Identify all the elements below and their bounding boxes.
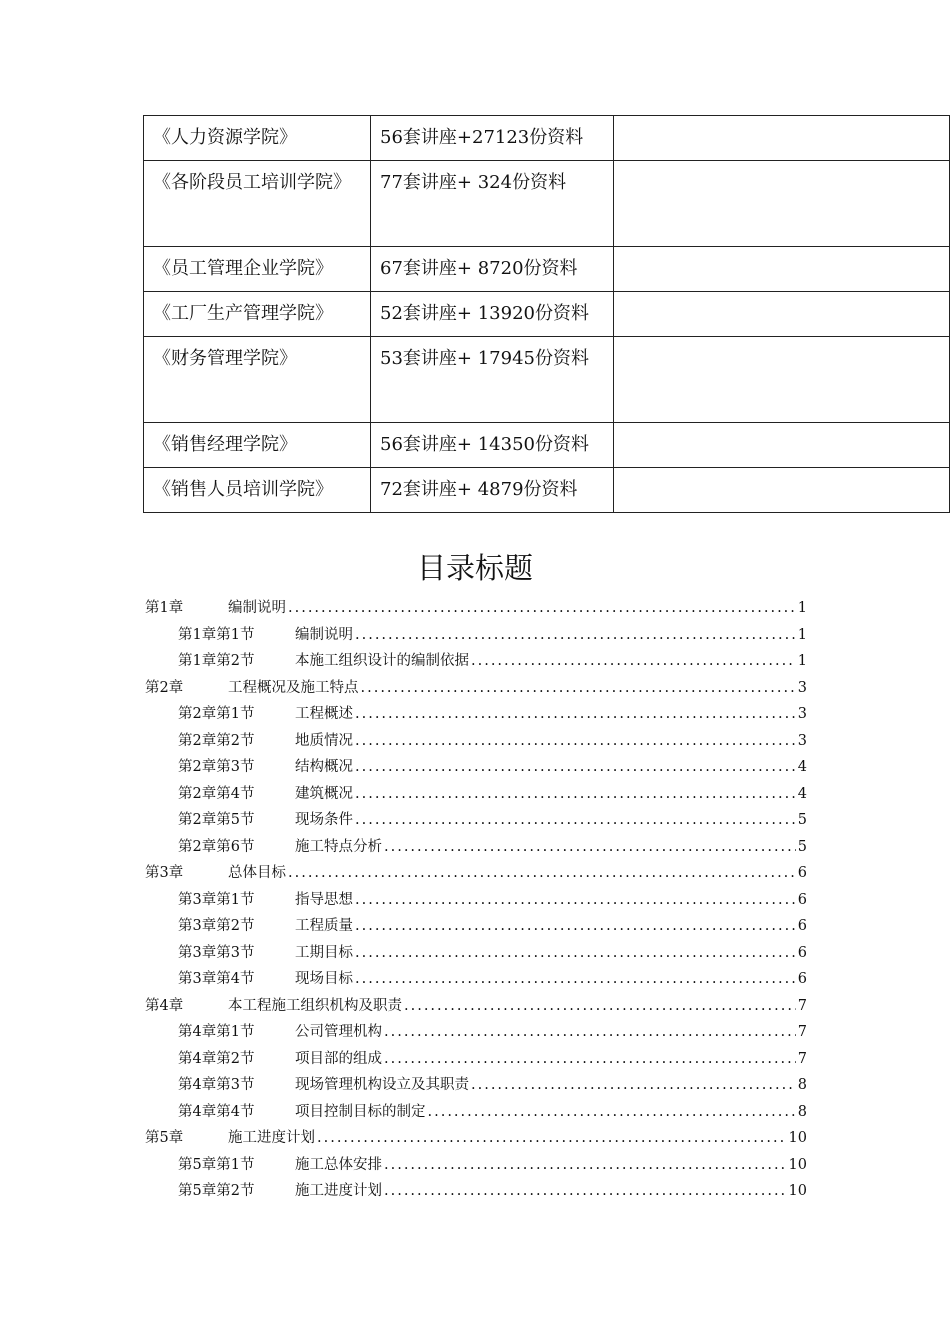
toc-entry-title: 工期目标 <box>295 944 353 961</box>
toc-entry[interactable] <box>145 887 807 914</box>
toc-dot-leader <box>355 728 796 755</box>
toc-entry-number: 第4章第2节 <box>178 1050 255 1067</box>
toc-entry-page: 7 <box>797 1050 807 1067</box>
toc-entry[interactable] <box>145 595 807 622</box>
academy-name-cell: 《财务管理学院》 <box>144 337 371 423</box>
toc-entry-number: 第3章第2节 <box>178 918 255 934</box>
toc-entry-number: 第5章第1节 <box>178 1156 255 1173</box>
toc-entry-title: 项目部的组成 <box>295 1050 382 1067</box>
note-cell <box>614 247 950 292</box>
table-row <box>144 161 950 247</box>
toc-entry-page: 5 <box>797 812 807 828</box>
toc-entry[interactable] <box>145 1125 807 1152</box>
table-row <box>144 423 950 468</box>
table-row <box>144 337 950 423</box>
toc-entry-title: 本工程施工组织机构及职责 <box>228 997 402 1014</box>
materials-table <box>143 115 950 513</box>
toc-dot-leader <box>355 887 796 914</box>
note-cell <box>614 337 950 423</box>
toc-entry-page: 10 <box>788 1156 807 1173</box>
toc-entry-page: 6 <box>797 918 807 934</box>
toc-entry-title: 工程概况及施工特点 <box>228 679 359 696</box>
toc-entry-page: 1 <box>797 653 807 669</box>
academy-name-cell: 《各阶段员工培训学院》 <box>144 161 371 247</box>
toc-dot-leader <box>355 913 796 940</box>
toc-entry-number: 第2章 <box>145 679 184 696</box>
toc-entry-number: 第3章 <box>145 865 184 881</box>
toc-entry-number: 第2章第2节 <box>178 732 255 749</box>
academy-name-cell: 《工厂生产管理学院》 <box>144 292 371 337</box>
toc-entry-title: 编制说明 <box>228 600 286 616</box>
toc-entry-page: 10 <box>788 1130 807 1146</box>
toc-dot-leader <box>355 966 796 993</box>
toc-entry[interactable] <box>145 754 807 781</box>
toc-dot-leader <box>471 648 796 675</box>
toc-entry-title: 现场目标 <box>295 971 353 987</box>
toc-entry-title: 地质情况 <box>295 732 353 749</box>
note-cell <box>614 116 950 161</box>
toc-entry[interactable] <box>145 1072 807 1099</box>
toc-entry-title: 施工特点分析 <box>295 838 382 855</box>
toc-entry[interactable] <box>145 648 807 675</box>
toc-entry[interactable] <box>145 1178 807 1205</box>
academy-name-cell: 《人力资源学院》 <box>144 116 371 161</box>
toc-entry-page: 10 <box>788 1183 807 1199</box>
note-cell <box>614 423 950 468</box>
toc-entry-title: 指导思想 <box>295 891 353 908</box>
note-cell <box>614 161 950 247</box>
toc-entry[interactable] <box>145 675 807 702</box>
toc-dot-leader <box>355 940 796 967</box>
note-cell <box>614 468 950 513</box>
toc-entry-number: 第2章第1节 <box>178 706 255 722</box>
toc-entry-page: 8 <box>797 1103 807 1120</box>
toc-entry-page: 4 <box>797 759 807 775</box>
toc-entry-title: 施工进度计划 <box>228 1130 315 1146</box>
toc-entry-number: 第4章第1节 <box>178 1024 255 1040</box>
toc-entry[interactable] <box>145 1152 807 1179</box>
toc-dot-leader <box>355 701 796 728</box>
toc-entry-page: 3 <box>797 679 807 696</box>
toc-entry-number: 第5章 <box>145 1130 184 1146</box>
toc-entry-number: 第4章第3节 <box>178 1077 255 1093</box>
toc-dot-leader <box>355 781 796 808</box>
toc-entry-page: 3 <box>797 706 807 722</box>
toc-title: 目录标题 <box>416 551 533 585</box>
resources-cell: 56套讲座+ 14350份资料 <box>371 423 614 468</box>
note-cell <box>614 292 950 337</box>
resources-cell: 56套讲座+27123份资料 <box>371 116 614 161</box>
toc-entry-title: 本施工组织设计的编制依据 <box>295 653 469 669</box>
table-row <box>144 247 950 292</box>
toc-entry-title: 施工总体安排 <box>295 1156 382 1173</box>
toc-entry-number: 第2章第5节 <box>178 812 255 828</box>
toc-entry-page: 1 <box>797 626 807 643</box>
toc-entry-number: 第1章第1节 <box>178 626 255 643</box>
resources-cell: 77套讲座+ 324份资料 <box>371 161 614 247</box>
toc-entry-number: 第3章第1节 <box>178 891 255 908</box>
toc-entry-page: 6 <box>797 865 807 881</box>
toc-entry[interactable] <box>145 860 807 887</box>
toc-entry[interactable] <box>145 1046 807 1073</box>
toc-entry-page: 6 <box>797 971 807 987</box>
toc-entry-title: 编制说明 <box>295 626 353 643</box>
toc-dot-leader <box>355 622 796 649</box>
toc-entry-number: 第3章第4节 <box>178 971 255 987</box>
resources-cell: 72套讲座+ 4879份资料 <box>371 468 614 513</box>
toc-dot-leader <box>428 1099 796 1126</box>
toc-entry-page: 4 <box>797 785 807 802</box>
toc-entry-title: 工程概述 <box>295 706 353 722</box>
toc-entry-title: 建筑概况 <box>295 785 353 802</box>
toc-entry-page: 7 <box>797 997 807 1014</box>
toc-entry-title: 工程质量 <box>295 918 353 934</box>
toc-entry-number: 第3章第3节 <box>178 944 255 961</box>
toc-entry-number: 第2章第4节 <box>178 785 255 802</box>
toc-dot-leader <box>384 834 796 861</box>
table-row <box>144 116 950 161</box>
toc-entry[interactable] <box>145 1099 807 1126</box>
toc-entry[interactable] <box>145 807 807 834</box>
table-of-contents <box>145 595 807 1205</box>
toc-dot-leader <box>355 754 796 781</box>
toc-dot-leader <box>404 993 796 1020</box>
toc-entry-page: 6 <box>797 944 807 961</box>
academy-name-cell: 《销售人员培训学院》 <box>144 468 371 513</box>
toc-entry-title: 总体目标 <box>228 865 286 881</box>
toc-dot-leader <box>384 1178 787 1205</box>
toc-entry-page: 7 <box>797 1024 807 1040</box>
toc-entry-title: 项目控制目标的制定 <box>295 1103 426 1120</box>
toc-dot-leader <box>384 1152 787 1179</box>
toc-entry-number: 第1章第2节 <box>178 653 255 669</box>
toc-entry-page: 1 <box>797 600 807 616</box>
resources-cell: 52套讲座+ 13920份资料 <box>371 292 614 337</box>
toc-entry[interactable] <box>145 940 807 967</box>
toc-entry-title: 公司管理机构 <box>295 1024 382 1040</box>
toc-entry-title: 现场条件 <box>295 812 353 828</box>
toc-entry[interactable] <box>145 913 807 940</box>
toc-entry-number: 第2章第3节 <box>178 759 255 775</box>
toc-entry-title: 结构概况 <box>295 759 353 775</box>
toc-entry[interactable] <box>145 966 807 993</box>
toc-entry-page: 3 <box>797 732 807 749</box>
toc-dot-leader <box>384 1046 796 1073</box>
academy-name-cell: 《员工管理企业学院》 <box>144 247 371 292</box>
toc-entry-number: 第1章 <box>145 600 184 616</box>
toc-dot-leader <box>288 595 796 622</box>
toc-entry-number: 第4章 <box>145 997 184 1014</box>
table-row <box>144 468 950 513</box>
toc-entry-page: 5 <box>797 838 807 855</box>
toc-entry-number: 第4章第4节 <box>178 1103 255 1120</box>
toc-dot-leader <box>384 1019 796 1046</box>
toc-dot-leader <box>361 675 796 702</box>
toc-dot-leader <box>317 1125 787 1152</box>
toc-entry[interactable] <box>145 701 807 728</box>
toc-entry[interactable] <box>145 993 807 1020</box>
academy-name-cell: 《销售经理学院》 <box>144 423 371 468</box>
toc-entry-title: 施工进度计划 <box>295 1183 382 1199</box>
toc-dot-leader <box>355 807 796 834</box>
toc-entry-page: 8 <box>797 1077 807 1093</box>
toc-entry-page: 6 <box>797 891 807 908</box>
toc-entry[interactable] <box>145 781 807 808</box>
toc-entry[interactable] <box>145 1019 807 1046</box>
toc-entry-number: 第5章第2节 <box>178 1183 255 1199</box>
toc-entry[interactable] <box>145 622 807 649</box>
toc-dot-leader <box>471 1072 796 1099</box>
toc-dot-leader <box>288 860 796 887</box>
resources-cell: 53套讲座+ 17945份资料 <box>371 337 614 423</box>
resources-cell: 67套讲座+ 8720份资料 <box>371 247 614 292</box>
toc-entry-title: 现场管理机构设立及其职责 <box>295 1077 469 1093</box>
toc-entry[interactable] <box>145 834 807 861</box>
table-row <box>144 292 950 337</box>
toc-entry[interactable] <box>145 728 807 755</box>
toc-entry-number: 第2章第6节 <box>178 838 255 855</box>
